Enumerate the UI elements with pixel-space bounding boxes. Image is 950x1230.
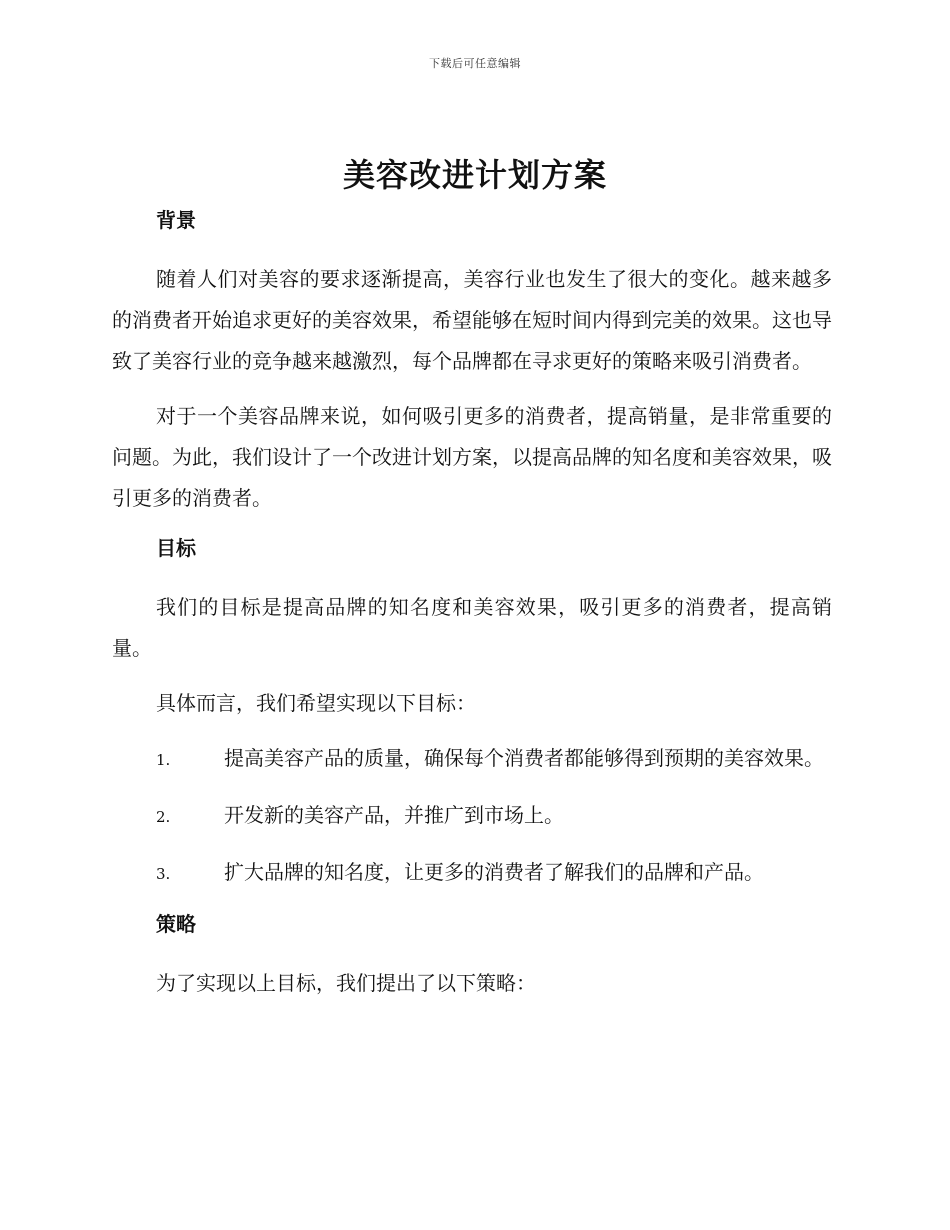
goals-paragraph-2: 具体而言，我们希望实现以下目标：	[156, 691, 476, 715]
document-title: 美容改进计划方案	[342, 156, 607, 194]
header-note: 下载后可任意编辑	[429, 57, 521, 70]
list-item	[112, 852, 832, 895]
section-heading-strategy: 策略	[156, 912, 196, 936]
list-item	[112, 795, 832, 838]
list-item-number: 3.	[156, 865, 171, 883]
list-item-number: 2.	[156, 808, 171, 826]
background-paragraph-2: 对于一个美容品牌来说，如何吸引更多的消费者，提高销量，是非常重要的问题。为此，我们设计了一个改进计划方案，以提高品牌的知名度和美容效果，吸引更多的消费者。	[112, 404, 832, 510]
goals-paragraph-1: 我们的目标是提高品牌的知名度和美容效果，吸引更多的消费者，提高销量。	[112, 595, 832, 660]
list-item-text: 开发新的美容产品，并推广到市场上。	[224, 803, 564, 827]
section-heading-goals: 目标	[156, 536, 196, 560]
section-heading-background: 背景	[156, 208, 196, 232]
list-item	[112, 738, 832, 781]
list-item-number: 1.	[156, 751, 171, 769]
list-item-text: 提高美容产品的质量，确保每个消费者都能够得到预期的美容效果。	[224, 746, 824, 770]
background-paragraph-1: 随着人们对美容的要求逐渐提高，美容行业也发生了很大的变化。越来越多的消费者开始追求更好的美容效果，希望能够在短时间内得到完美的效果。这也导致了美容行业的竞争越来越激烈，每个品牌都在寻求更好的策略来吸引消费者。	[112, 267, 832, 373]
strategy-paragraph-1: 为了实现以上目标，我们提出了以下策略：	[156, 971, 536, 995]
document-body	[112, 205, 832, 1004]
list-item-text: 扩大品牌的知名度，让更多的消费者了解我们的品牌和产品。	[224, 860, 764, 884]
